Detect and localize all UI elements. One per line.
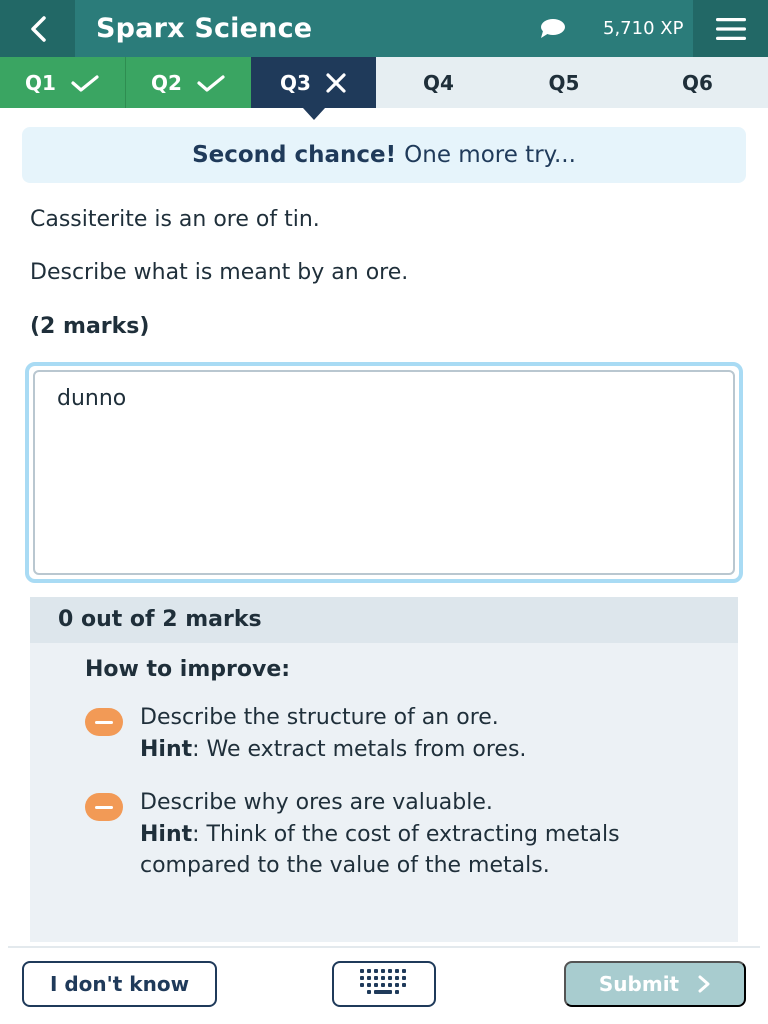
check-icon bbox=[70, 73, 100, 93]
answer-textarea-focus-ring bbox=[25, 362, 743, 583]
xp-counter: 5,710 XP bbox=[603, 18, 684, 39]
calculator-keypad-icon bbox=[360, 969, 408, 999]
submit-button[interactable] bbox=[564, 961, 746, 1007]
question-marks: (2 marks) bbox=[30, 314, 150, 339]
cross-icon bbox=[325, 72, 347, 94]
feedback-panel bbox=[30, 597, 738, 942]
tab-label: Q3 bbox=[280, 70, 311, 95]
tab-q1[interactable] bbox=[0, 57, 125, 108]
tab-label: Q6 bbox=[682, 70, 713, 95]
check-icon bbox=[196, 73, 226, 93]
minus-icon bbox=[85, 793, 123, 821]
feedback-item-hint bbox=[140, 734, 640, 766]
hint-label: Hint bbox=[140, 736, 193, 762]
minus-icon bbox=[85, 708, 123, 736]
banner-text: One more try... bbox=[404, 142, 576, 168]
hamburger-menu-icon bbox=[716, 18, 746, 40]
tab-q4[interactable] bbox=[376, 57, 501, 108]
feedback-item-main: Describe why ores are valuable. bbox=[140, 790, 493, 815]
menu-button[interactable] bbox=[693, 0, 768, 57]
chat-bubble-icon bbox=[537, 17, 567, 41]
banner-bold-text: Second chance! bbox=[192, 142, 397, 168]
question-prompt: Describe what is meant by an ore. bbox=[30, 260, 409, 285]
footer-divider bbox=[8, 946, 760, 948]
tab-label: Q4 bbox=[423, 70, 454, 95]
submit-label: Submit bbox=[598, 972, 680, 996]
tab-q3[interactable] bbox=[251, 57, 376, 108]
hint-text: : We extract metals from ores. bbox=[192, 736, 527, 762]
tab-q6[interactable] bbox=[627, 57, 768, 108]
improve-heading: How to improve: bbox=[85, 657, 291, 682]
chevron-right-icon bbox=[697, 974, 711, 994]
tab-label: Q5 bbox=[548, 70, 580, 95]
second-chance-banner bbox=[22, 127, 746, 183]
question-tabs bbox=[0, 57, 768, 108]
app-title: Sparx Science bbox=[96, 13, 313, 44]
calculator-button[interactable] bbox=[332, 961, 436, 1007]
hint-text: : Think of the cost of extracting metals compared to the value of the metals. bbox=[140, 821, 620, 878]
feedback-item-hint bbox=[140, 819, 640, 882]
feedback-item-text bbox=[140, 702, 640, 765]
answer-textarea[interactable]: dunno bbox=[33, 370, 735, 575]
feedback-item-main: Describe the structure of an ore. bbox=[140, 705, 499, 730]
tab-label: Q1 bbox=[25, 70, 56, 95]
chevron-left-icon bbox=[27, 15, 49, 43]
active-tab-pointer bbox=[303, 108, 325, 120]
feedback-score: 0 out of 2 marks bbox=[30, 597, 738, 643]
chat-button[interactable] bbox=[536, 16, 568, 42]
tab-q5[interactable] bbox=[501, 57, 627, 108]
back-button[interactable] bbox=[0, 0, 75, 57]
question-context: Cassiterite is an ore of tin. bbox=[30, 207, 320, 232]
app-header bbox=[0, 0, 768, 57]
hint-label: Hint bbox=[140, 821, 193, 847]
tab-q2[interactable] bbox=[125, 57, 251, 108]
feedback-item-text bbox=[140, 787, 640, 882]
dont-know-button[interactable]: I don't know bbox=[22, 961, 217, 1007]
tab-label: Q2 bbox=[151, 70, 182, 95]
